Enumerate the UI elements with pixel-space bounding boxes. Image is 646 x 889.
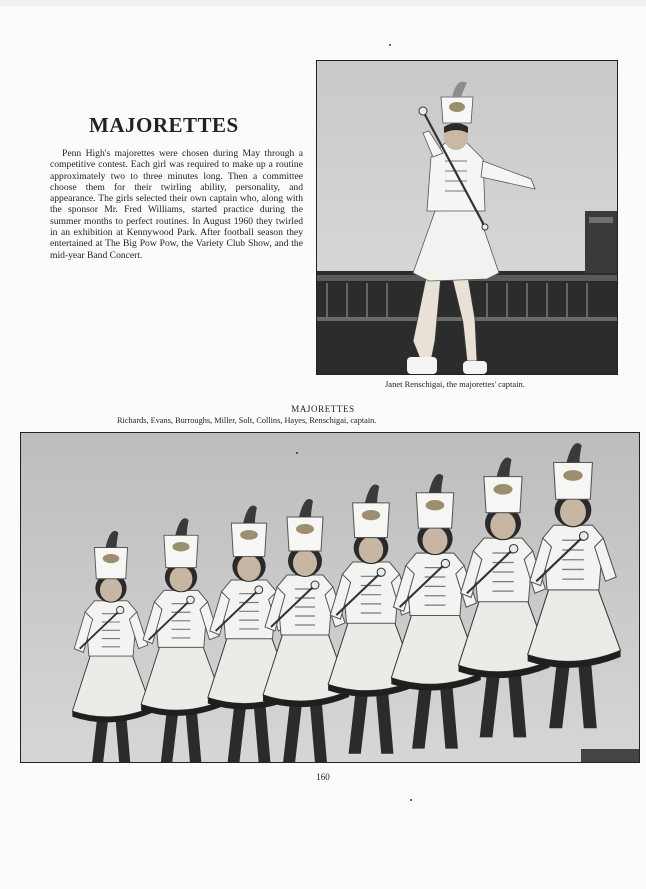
group-photo-image	[21, 433, 639, 762]
group-photo-heading: MAJORETTES	[291, 404, 355, 414]
print-speck	[410, 799, 412, 801]
page-number: 160	[316, 772, 330, 782]
print-speck	[389, 44, 391, 46]
article-body: Penn High's majorettes were chosen during May through a competitive contest. Each girl was required to make up a routine approximately two to three minutes long. Then a committee choose them for their twirling ability, personality, and appearance. The girls selected their own captain who, along with the sponsor Mr. Fred Williams, started practice during the summer months to perfect routines. In August 1960 they twirled in an exhibition at Kennywood Park. After football season they entertained at The Big Pow Pow, the Variety Club Show, and the mid-year Band Concert.	[50, 148, 303, 261]
captain-photo-image	[317, 61, 617, 374]
print-speck	[296, 452, 298, 454]
group-photo	[20, 432, 640, 763]
page-top-edge	[0, 0, 646, 6]
captain-photo	[316, 60, 618, 375]
page-title: MAJORETTES	[89, 113, 239, 137]
group-photo-names: Richards, Evans, Burroughs, Miller, Solt, Collins, Hayes, Renschigai, captain.	[117, 416, 377, 425]
captain-photo-caption: Janet Renschigai, the majorettes' captain.	[385, 379, 525, 389]
